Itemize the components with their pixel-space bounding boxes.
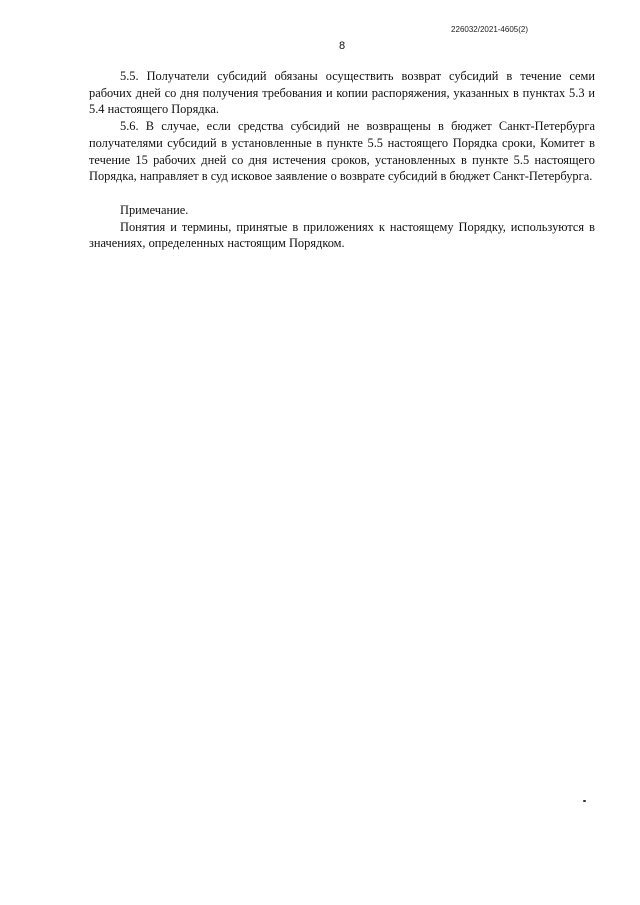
paragraph-5-6: 5.6. В случае, если средства субсидий не возвращены в бюджет Санкт-Петербурга получателями субсидий в установленные в пункте 5.5 настоящего Порядка сроки, Комитет в течение 15 рабочих дней со дня истечения сроков, установленных в пункте 5.5 настоящего Порядка, направляет в суд исковое заявление о возврате субсидий в бюджет Санкт-Петербурга. (89, 119, 595, 184)
document-body (89, 68, 595, 252)
spacer (89, 185, 595, 202)
note-title: Примечание. (120, 202, 189, 217)
paragraph-5-5: 5.5. Получатели субсидий обязаны осуществить возврат субсидий в течение семи рабочих дней со дня получения требования и копии распоряжения, указанных в пунктах 5.3 и 5.4 настоящего Порядка. (89, 69, 595, 117)
scan-speck (583, 800, 586, 802)
document-id: 226032/2021-4605(2) (451, 25, 528, 34)
page-number: 8 (338, 40, 346, 52)
note-text: Понятия и термины, принятые в приложениях к настоящему Порядку, используются в значениях, определенных настоящим Порядком. (89, 219, 595, 251)
